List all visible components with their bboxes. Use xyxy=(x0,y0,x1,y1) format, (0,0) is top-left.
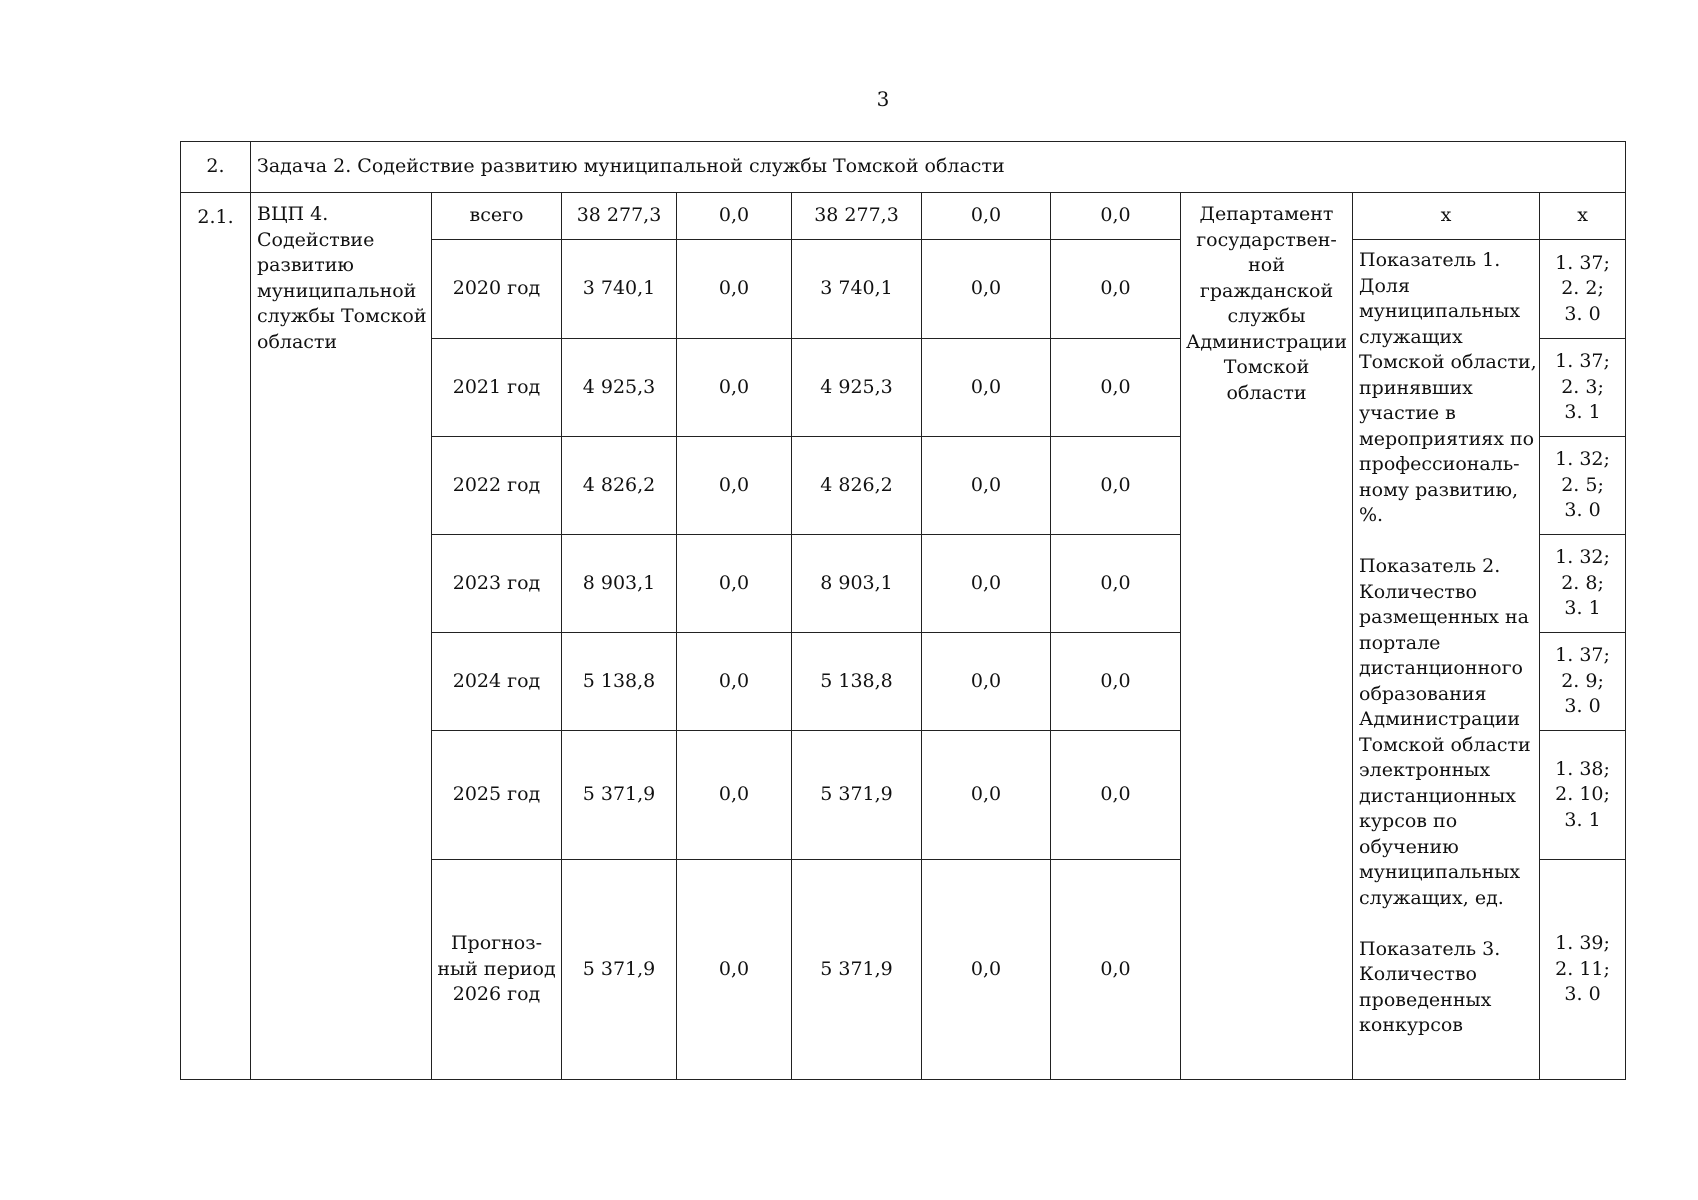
amount-cell: 0,0 xyxy=(922,731,1051,860)
amount-cell: 0,0 xyxy=(1051,339,1181,437)
target-value: 2. 3; xyxy=(1561,375,1604,398)
value-header-cell: х xyxy=(1540,193,1626,240)
target-value: 3. 0 xyxy=(1564,983,1601,1006)
task-title: Задача 2. Содействие развитию муниципальной службы Томской области xyxy=(251,142,1626,193)
program-name: ВЦП 4. Содействие развитию муниципальной службы Томской области xyxy=(251,193,432,1080)
indicator-header-cell: х xyxy=(1353,193,1540,240)
target-values-cell xyxy=(1540,731,1626,860)
amount-cell: 0,0 xyxy=(677,535,792,633)
amount-cell: 0,0 xyxy=(1051,731,1181,860)
amount-cell: 0,0 xyxy=(1051,193,1181,240)
amount-cell: 0,0 xyxy=(677,193,792,240)
amount-cell: 0,0 xyxy=(677,731,792,860)
amount-cell: 0,0 xyxy=(677,633,792,731)
amount-cell: 8 903,1 xyxy=(792,535,922,633)
target-value: 3. 1 xyxy=(1564,401,1601,424)
target-value: 2. 8; xyxy=(1561,571,1604,594)
amount-cell: 4 826,2 xyxy=(562,437,677,535)
total-row xyxy=(181,193,1626,240)
program-table xyxy=(180,141,1626,1080)
amount-cell: 0,0 xyxy=(677,240,792,339)
amount-cell: 0,0 xyxy=(677,339,792,437)
target-values-cell xyxy=(1540,535,1626,633)
amount-cell: 5 371,9 xyxy=(792,731,922,860)
target-value: 1. 39; xyxy=(1555,932,1610,955)
target-values-cell xyxy=(1540,437,1626,535)
amount-cell: 5 371,9 xyxy=(562,860,677,1080)
amount-cell: 0,0 xyxy=(1051,860,1181,1080)
indicator-text: Показатель 3. Количество проведенных конкурсов xyxy=(1359,937,1501,1036)
target-value: 3. 0 xyxy=(1564,302,1601,325)
amount-cell: 8 903,1 xyxy=(562,535,677,633)
amount-cell: 4 826,2 xyxy=(792,437,922,535)
period-cell: 2020 год xyxy=(432,240,562,339)
amount-cell: 0,0 xyxy=(922,535,1051,633)
period-cell: 2023 год xyxy=(432,535,562,633)
amount-cell: 0,0 xyxy=(1051,633,1181,731)
amount-cell: 38 277,3 xyxy=(792,193,922,240)
amount-cell: 4 925,3 xyxy=(792,339,922,437)
amount-cell: 4 925,3 xyxy=(562,339,677,437)
target-value: 2. 10; xyxy=(1555,783,1610,806)
amount-cell: 0,0 xyxy=(922,193,1051,240)
target-values-cell xyxy=(1540,339,1626,437)
program-number: 2.1. xyxy=(181,193,251,1080)
amount-cell: 5 138,8 xyxy=(562,633,677,731)
period-cell: Прогноз-ный период 2026 год xyxy=(432,860,562,1080)
amount-cell: 0,0 xyxy=(1051,437,1181,535)
target-values-cell xyxy=(1540,860,1626,1080)
target-value: 2. 11; xyxy=(1555,957,1610,980)
indicator-text: Показатель 1. Доля муниципальных служащих Томской области, принявших участие в мероприятиях по профессиональ-ному развитию, %. xyxy=(1359,249,1537,526)
indicators-cell xyxy=(1353,240,1540,1080)
target-value: 1. 37; xyxy=(1555,644,1610,667)
amount-cell: 0,0 xyxy=(1051,535,1181,633)
task-number: 2. xyxy=(181,142,251,193)
amount-cell: 0,0 xyxy=(1051,240,1181,339)
period-cell: всего xyxy=(432,193,562,240)
target-value: 1. 38; xyxy=(1555,757,1610,780)
period-cell: 2022 год xyxy=(432,437,562,535)
indicator-text: Показатель 2. Количество размещенных на портале дистанционного образования Администрации Томской области электронных дистанционных курсов по обучению муниципальных служащих, ед. xyxy=(1359,555,1531,909)
period-cell: 2021 год xyxy=(432,339,562,437)
amount-cell: 0,0 xyxy=(922,339,1051,437)
target-value: 3. 0 xyxy=(1564,695,1601,718)
amount-cell: 5 371,9 xyxy=(792,860,922,1080)
target-value: 1. 32; xyxy=(1555,546,1610,569)
amount-cell: 0,0 xyxy=(922,860,1051,1080)
target-values-cell xyxy=(1540,633,1626,731)
amount-cell: 0,0 xyxy=(922,437,1051,535)
target-value: 2. 9; xyxy=(1561,669,1604,692)
amount-cell: 0,0 xyxy=(922,240,1051,339)
amount-cell: 5 138,8 xyxy=(792,633,922,731)
amount-cell: 5 371,9 xyxy=(562,731,677,860)
target-value: 3. 1 xyxy=(1564,597,1601,620)
department-cell: Департамент государствен-ной гражданской службы Администрации Томской области xyxy=(1181,193,1353,1080)
target-value: 2. 2; xyxy=(1561,277,1604,300)
amount-cell: 0,0 xyxy=(677,437,792,535)
target-values-cell xyxy=(1540,240,1626,339)
target-value: 1. 37; xyxy=(1555,251,1610,274)
target-value: 2. 5; xyxy=(1561,473,1604,496)
amount-cell: 3 740,1 xyxy=(792,240,922,339)
amount-cell: 3 740,1 xyxy=(562,240,677,339)
page-number: 3 xyxy=(876,87,890,111)
target-value: 3. 1 xyxy=(1564,808,1601,831)
amount-cell: 38 277,3 xyxy=(562,193,677,240)
period-cell: 2024 год xyxy=(432,633,562,731)
task-row xyxy=(181,142,1626,193)
amount-cell: 0,0 xyxy=(922,633,1051,731)
target-value: 3. 0 xyxy=(1564,499,1601,522)
target-value: 1. 32; xyxy=(1555,448,1610,471)
amount-cell: 0,0 xyxy=(677,860,792,1080)
target-value: 1. 37; xyxy=(1555,350,1610,373)
period-cell: 2025 год xyxy=(432,731,562,860)
